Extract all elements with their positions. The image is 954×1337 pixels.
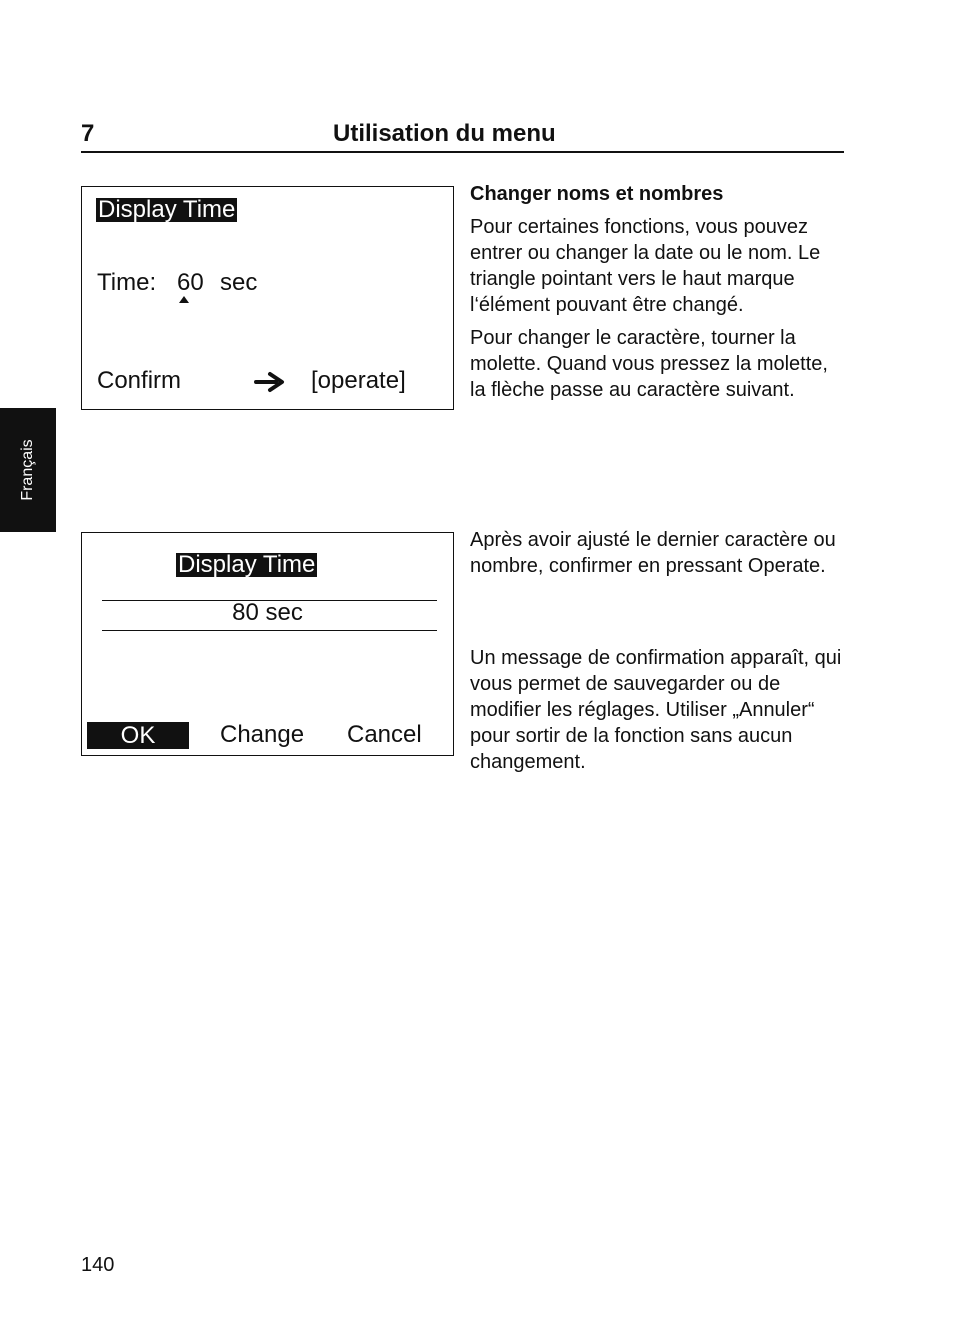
language-side-tab [0, 408, 56, 532]
screen-title: Display Time [98, 196, 236, 223]
page-number: 140 [81, 1254, 115, 1276]
paragraph: Pour changer le caractère, tourner la molette. Quand vous pressez la molette, la flèche passe au caractère suivant. [470, 327, 828, 401]
operate-label: [operate] [311, 367, 406, 394]
chapter-title: Utilisation du menu [333, 120, 556, 147]
header-rule [81, 151, 844, 153]
screen-title: Display Time [178, 551, 316, 578]
arrow-right-icon [254, 371, 286, 393]
section-confirmation-message [470, 645, 842, 775]
section-heading: Changer noms et nombres [470, 183, 724, 205]
time-value: 60 [177, 269, 204, 296]
section-confirm-operate [470, 527, 842, 579]
paragraph: Après avoir ajusté le dernier caractère ou nombre, confirmer en pressant Operate. [470, 529, 836, 577]
confirm-label: Confirm [97, 367, 182, 394]
lcd-screen-time-edit [81, 186, 454, 410]
paragraph: Un message de confirmation apparaît, qui vous permet de sauvegarder ou de modifier les réglages. Utiliser „Annuler“ pour sortir de la fonction sans aucun changement. [470, 647, 842, 773]
section-change-names-numbers [470, 181, 842, 403]
triangle-up-icon [179, 296, 189, 303]
language-tab-label: Français [19, 439, 36, 501]
display-time-value: 80 sec [232, 599, 303, 626]
cancel-option: Cancel [347, 721, 422, 748]
time-label: Time: [97, 269, 157, 296]
change-option: Change [220, 721, 305, 748]
lcd-screen-confirmation [81, 532, 454, 756]
chapter-number: 7 [81, 120, 95, 147]
value-rule-bottom [102, 630, 437, 631]
ok-option: OK [87, 722, 189, 749]
paragraph: Pour certaines fonctions, vous pouvez entrer ou changer la date ou le nom. Le triangle pointant vers le haut marque l‘élément pouvant être changé. [470, 216, 821, 316]
time-unit: sec [220, 269, 258, 296]
